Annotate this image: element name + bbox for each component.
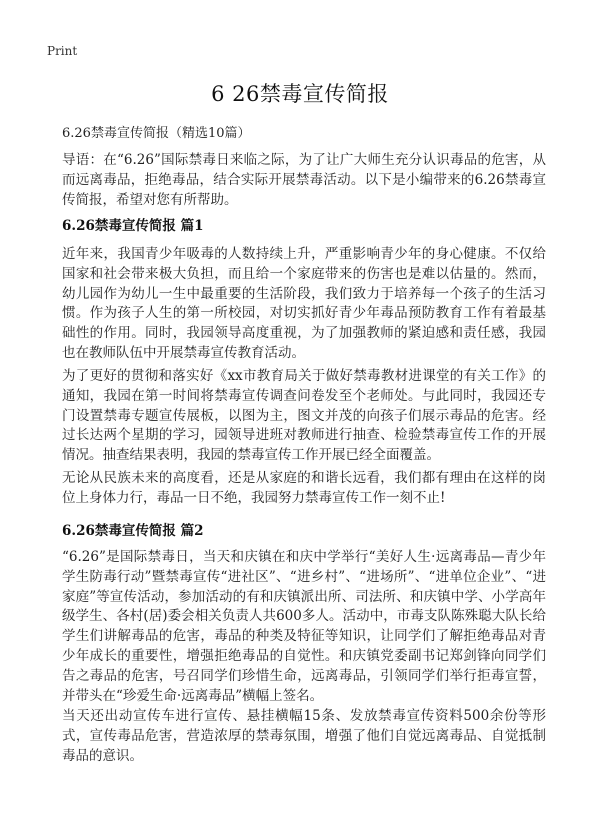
section1-paragraph: 无论从民族未来的高度看，还是从家庭的和谐长远看，我们都有理由在这样的岗位上身体力行，毒品一日不绝，我园努力禁毒宣传工作一刻不止! <box>62 470 546 506</box>
page-title: 6 26禁毒宣传简报 <box>211 82 389 106</box>
section1-paragraph: 为了更好的贯彻和落实好《xx市教育局关于做好禁毒教材进课堂的有关工作》的通知，我园在第一时间将禁毒宣传调查问卷发至个老师处。与此同时，我园还专门设置禁毒专题宣传展板，以图为主，图文并茂的向孩子们展示毒品的危害。经过长达两个星期的学习，园领导进班对教师进行抽查、检验禁毒宣传工作的开展情况。抽查结果表明，我园的禁毒宣传工作开展已经全面覆盖。 <box>62 368 546 464</box>
section-heading-1: 6.26禁毒宣传简报 篇1 <box>62 218 204 234</box>
guide-paragraph: 导语：在“6.26”国际禁毒日来临之际，为了让广大师生充分认识毒品的危害，从而远离毒品，拒绝毒品，结合实际开展禁毒活动。以下是小编带来的6.26禁毒宣传简报，希望对您有所帮助。 <box>62 152 546 208</box>
document-subtitle: 6.26禁毒宣传简报（精选10篇） <box>62 126 251 141</box>
section2-paragraph: 当天还出动宣传车进行宣传、悬挂横幅15条、发放禁毒宣传资料500余份等形式，宣传毒品危害，营造浓厚的禁毒氛围，增强了他们自觉远离毒品、自觉抵制毒品的意识。 <box>62 708 546 764</box>
print-label[interactable]: Print <box>47 44 78 58</box>
section-heading-2: 6.26禁毒宣传简报 篇2 <box>62 523 204 539</box>
section1-paragraph: 近年来，我国青少年吸毒的人数持续上升，严重影响青少年的身心健康。不仅给国家和社会带来极大负担，而且给一个家庭带来的伤害也是难以估量的。然而，幼儿园作为幼儿一生中最重要的生活阶段，我们致力于培养每一个孩子的生活习惯。作为孩子人生的第一所校园，对切实抓好青少年毒品预防教育工作有着最基础性的作用。同时，我园领导高度重视，为了加强教师的紧迫感和责任感，我园也在教师队伍中开展禁毒宣传教育活动。 <box>62 246 546 361</box>
section2-paragraph: “6.26”是国际禁毒日，当天和庆镇在和庆中学举行“美好人生·远离毒品—青少年学生防毒行动”暨禁毒宣传“进社区”、“进乡村”、“进场所”、“进单位企业”、“进家庭”等宣传活动，参加活动的有和庆镇派出所、司法所、和庆镇中学、小学高年级学生、各村(居)委会相关负责人共600多人。活动中，市毒支队陈殊聪大队长给学生们讲解毒品的危害，毒品的种类及特征等知识，让同学们了解拒绝毒品对青少年成长的重要性，增强拒绝毒品的自觉性。和庆镇党委副书记郑剑锋向同学们告之毒品的危害，号召同学们珍惜生命，远离毒品，引领同学们举行拒毒宣誓，并带头在“珍爱生命·远离毒品”横幅上签名。 <box>62 549 546 704</box>
